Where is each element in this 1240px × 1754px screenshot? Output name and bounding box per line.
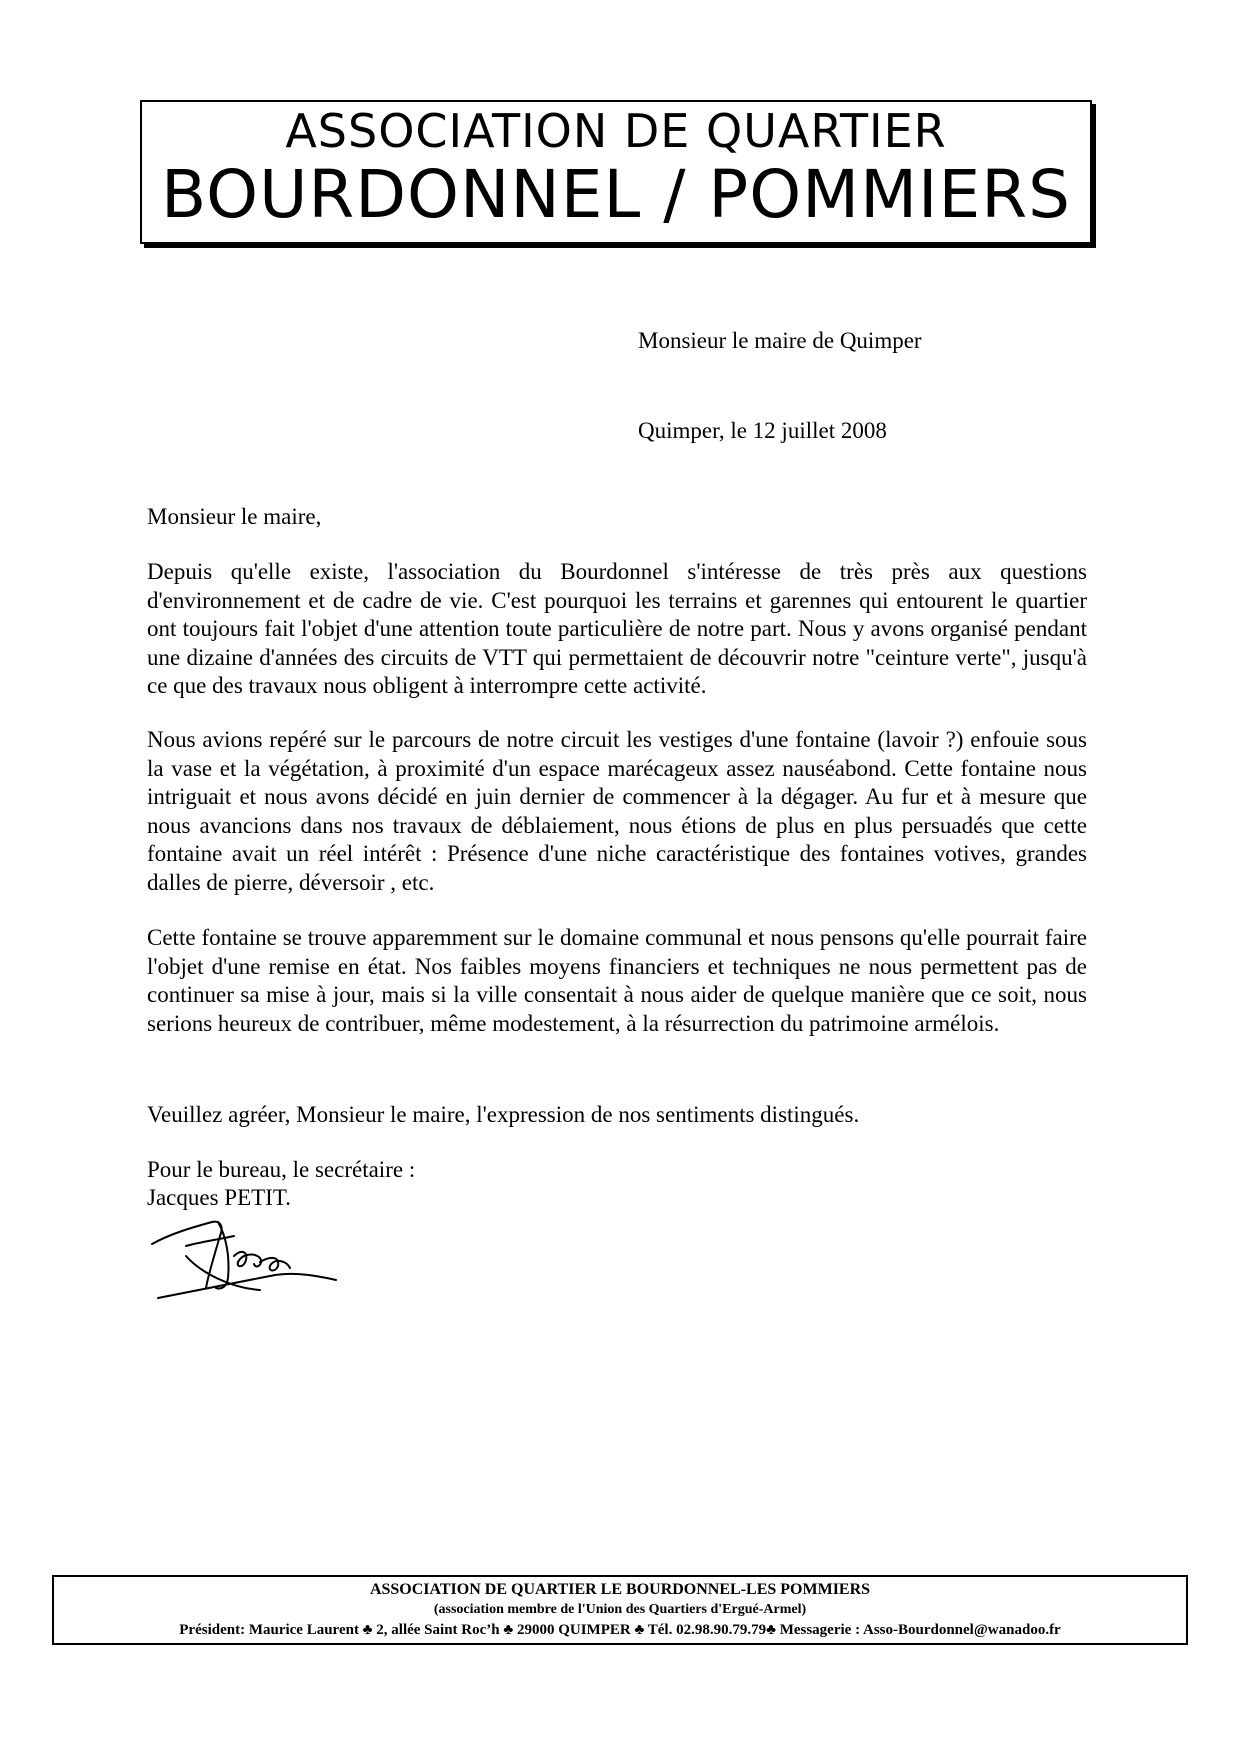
letter-date: Quimper, le 12 juillet 2008: [638, 418, 887, 443]
letterhead: [140, 100, 1092, 244]
signature-name: Jacques PETIT.: [147, 1185, 291, 1210]
letterhead-line1: ASSOCIATION DE QUARTIER: [285, 104, 947, 158]
handwritten-signature: [150, 1216, 340, 1306]
letterhead-line2: BOURDONNEL / POMMIERS: [161, 156, 1071, 233]
closing: Veuillez agréer, Monsieur le maire, l'expression de nos sentiments distingués.: [147, 1102, 860, 1127]
footer: [52, 1575, 1188, 1645]
signature-intro: Pour le bureau, le secrétaire :: [147, 1157, 416, 1182]
recipient: Monsieur le maire de Quimper: [638, 328, 922, 353]
footer-association-name: ASSOCIATION DE QUARTIER LE BOURDONNEL-LES POMMIERS: [369, 1581, 871, 1598]
body-paragraph-3: Cette fontaine se trouve apparemment sur le domaine communal et nous pensons qu'elle pourrait faire l'objet d'une remise en état. Nos faibles moyens financiers et techniques ne nous permettent pas de continuer sa mise à jour, mais si la ville consentait à nous aider de quelque manière que ce soit, nous serions heureux de contribuer, même modestement, à la résurrection du patrimoine armélois.: [147, 925, 1087, 1036]
salutation: Monsieur le maire,: [147, 504, 322, 529]
footer-membership: (association membre de l'Union des Quartiers d'Ergué-Armel): [433, 1602, 807, 1617]
body-paragraph-2: Nous avions repéré sur le parcours de notre circuit les vestiges d'une fontaine (lavoir ?) enfouie sous la vase et la végétation, à proximité d'un espace marécageux assez nauséabond. Cette fontaine nous intriguait et nous avons décidé en juin dernier de commencer à la dégager. Au fur et à mesure que nous avancions dans nos travaux de déblaiement, nous étions de plus en plus persuadés que cette fontaine avait un réel intérêt : Présence d'une niche caractéristique des fontaines votives, grandes dalles de pierre, déversoir , etc.: [147, 727, 1087, 895]
footer-contact: Président: Maurice Laurent ♣ 2, allée Saint Roc’h ♣ 29000 QUIMPER ♣ Tél. 02.98.90.79.79♣ Messagerie : Asso-Bourdonnel@wanadoo.fr: [179, 1622, 1061, 1638]
body-paragraph-1: Depuis qu'elle existe, l'association du Bourdonnel s'intéresse de très près aux questions d'environnement et de cadre de vie. C'est pourquoi les terrains et garennes qui entourent le quartier ont toujours fait l'objet d'une attention toute particulière de notre part. Nous y avons organisé pendant une dizaine d'années des circuits de VTT qui permettaient de découvrir notre "ceinture verte", jusqu'à ce que des travaux nous obligent à interrompre cette activité.: [147, 559, 1087, 699]
